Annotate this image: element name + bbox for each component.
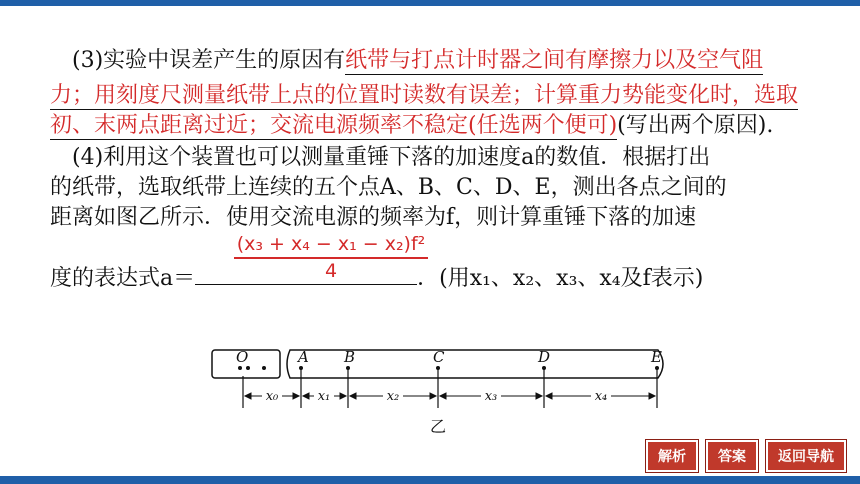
dot-extra2 xyxy=(262,366,266,370)
label-d: D xyxy=(538,348,551,366)
q3-answer-line2: 力；用刻度尺测量纸带上点的位置时读数有误差；计算重力势能变化时，选取 xyxy=(50,83,799,108)
q4-line4-prefix: 度的表达式a＝ xyxy=(50,266,196,291)
q4-line2: 的纸带，选取纸带上连续的五个点A、B、C、D、E，测出各点之间的 xyxy=(50,175,727,200)
label-b: B xyxy=(344,348,356,366)
q3-line1 xyxy=(72,47,763,75)
tape-diagram xyxy=(210,340,680,440)
answer-button[interactable]: 答案 xyxy=(706,440,758,472)
segment-x2: x₂ xyxy=(386,389,400,404)
bottom-accent-bar xyxy=(0,476,860,484)
segment-x3: x₃ xyxy=(484,389,498,404)
q3-answer-line1: 纸带与打点计时器之间有摩擦力以及空气阻 xyxy=(345,48,764,73)
q3-suffix: (写出两个原因). xyxy=(617,113,774,138)
nav-buttons xyxy=(646,440,846,472)
q4-line3: 距离如图乙所示．使用交流电源的频率为f，则计算重锤下落的加速 xyxy=(50,205,697,230)
dot-o xyxy=(238,366,242,370)
label-e: E xyxy=(651,348,662,366)
q4-line4-suffix: ．(用x₁、x₂、x₃、x₄及f表示) xyxy=(417,266,704,291)
analysis-button[interactable]: 解析 xyxy=(646,440,698,472)
q4-line4 xyxy=(50,259,704,293)
segment-x4: x₄ xyxy=(594,389,608,404)
q3-answer-line3: 初、末两点距离过近；交流电源频率不稳定(任选两个便可) xyxy=(50,113,618,138)
label-c: C xyxy=(433,348,445,366)
top-accent-bar xyxy=(0,0,860,6)
label-o: O xyxy=(236,348,249,366)
q3-line2 xyxy=(50,82,798,110)
segment-x1: x₁ xyxy=(317,389,331,404)
formula-denominator: 4 xyxy=(324,259,338,282)
label-a: A xyxy=(298,348,309,366)
q3-line3 xyxy=(50,112,773,140)
dot-extra1 xyxy=(246,366,250,370)
figure-caption: 乙 xyxy=(429,417,447,436)
segment-x0: x₀ xyxy=(265,389,279,404)
formula-numerator: (x₃ + x₄ − x₁ − x₂)f² xyxy=(236,233,426,255)
q4-line1: (4)利用这个装置也可以测量重锤下落的加速度a的数值．根据打出 xyxy=(72,145,711,170)
answer-blank xyxy=(195,262,417,285)
tape-figure xyxy=(210,340,680,444)
q3-prefix: (3)实验中误差产生的原因有 xyxy=(72,48,346,73)
back-to-nav-button[interactable]: 返回导航 xyxy=(766,440,846,472)
fraction-bar xyxy=(234,257,428,259)
